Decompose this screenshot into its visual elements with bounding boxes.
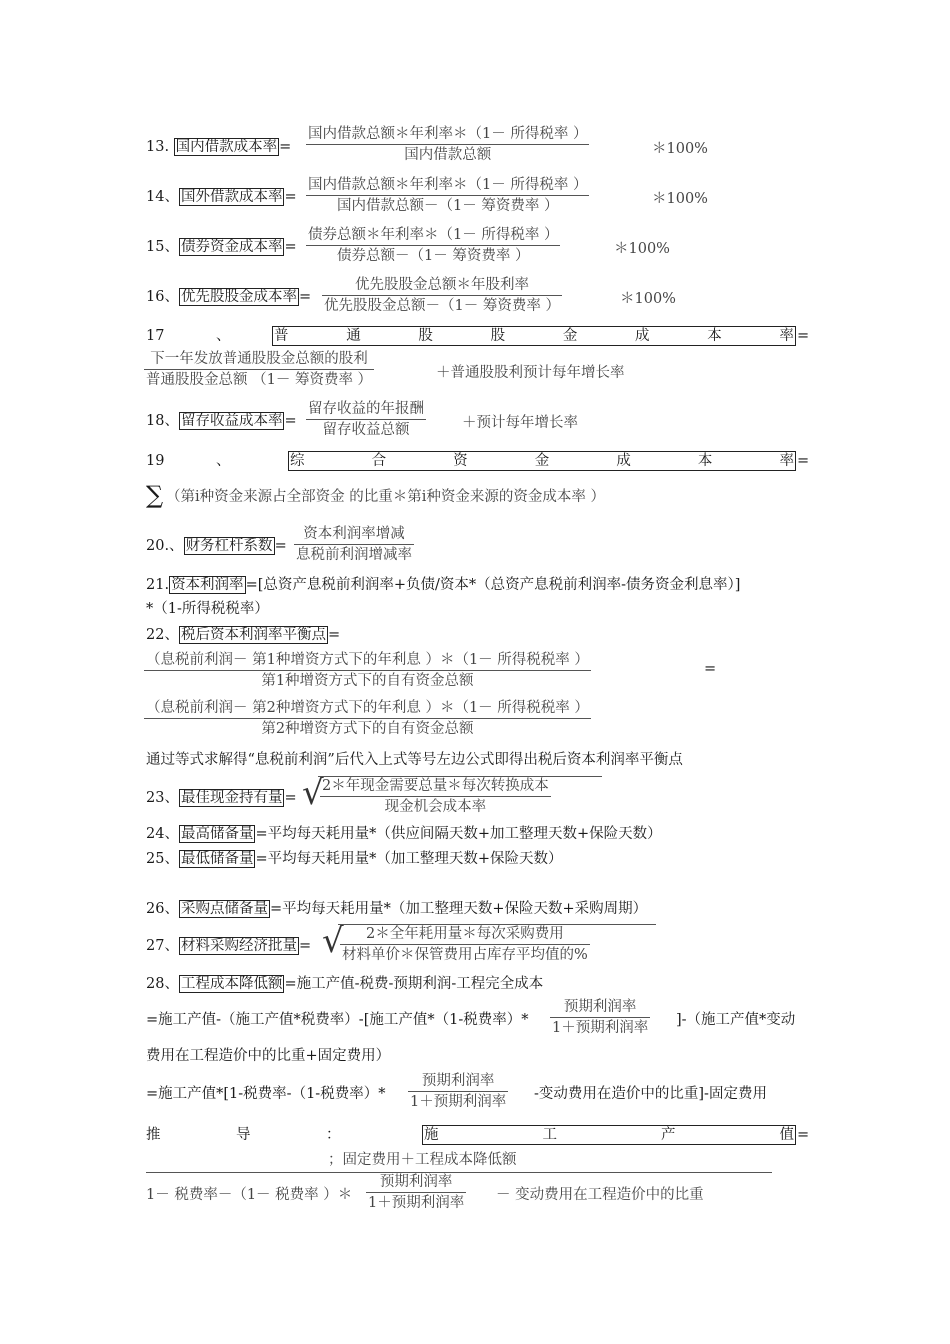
fraction	[322, 277, 562, 315]
item-number: 25、	[146, 851, 179, 867]
expansion-line-3b: -变动费用在造价中的比重]-固定费用	[534, 1086, 767, 1102]
multiplier: ＊100%	[652, 191, 708, 207]
label-char: 综	[290, 453, 305, 469]
label-char: 资	[453, 453, 468, 469]
item-number: 14、	[146, 189, 179, 205]
denominator: 1＋预期利润率	[368, 1195, 465, 1211]
equals-sign: =	[797, 328, 810, 344]
label-char: 率	[779, 328, 794, 344]
expansion-line-1b: ]-（施工产值*变动	[676, 1012, 796, 1028]
term-label: 最高储备量	[180, 826, 254, 842]
big-denominator-b: － 变动费用在工程造价中的比重	[496, 1187, 704, 1203]
fraction	[340, 926, 590, 964]
equals-sign: =	[704, 661, 717, 677]
numerator: 国内借款总额＊年利率＊（1－ 所得税率 ）	[306, 126, 589, 145]
term-label: 留存收益成本率	[180, 413, 283, 429]
radical-bar	[318, 776, 602, 777]
item-number: 18、	[146, 413, 179, 429]
fraction	[306, 227, 560, 265]
item-22	[146, 626, 340, 644]
big-numerator: ；固定费用＋工程成本降低额	[328, 1152, 517, 1168]
derive-label-2: 导	[236, 1127, 251, 1143]
item-number: 26、	[146, 901, 179, 917]
numerator: 留存收益的年报酬	[306, 401, 426, 420]
label-char: 工	[542, 1127, 557, 1143]
item-number: 13.	[146, 139, 170, 155]
numerator: 预期利润率	[550, 999, 650, 1018]
item-number: 16、	[146, 289, 179, 305]
item-number: 17	[146, 328, 165, 344]
label-char: 金	[562, 328, 578, 344]
item-13	[146, 138, 291, 156]
denominator: 1＋预期利润率	[410, 1094, 507, 1110]
item-25	[146, 850, 563, 868]
label-char: 普	[274, 328, 289, 344]
fraction	[366, 1174, 466, 1212]
denominator: 息税前利润增减率	[296, 547, 412, 563]
item-number: 20.、	[146, 538, 184, 554]
fraction	[306, 177, 589, 215]
expansion-line-2: 费用在工程造价中的比重+固定费用）	[146, 1048, 391, 1064]
item-24	[146, 825, 662, 843]
formula-text-continued: *（1-所得税税率）	[146, 601, 269, 617]
denominator: 普通股股金总额 （1－ 筹资费率 ）	[146, 372, 373, 388]
numerator: 债券总额＊年利率＊（1－ 所得税率 ）	[306, 227, 560, 246]
term-label	[272, 326, 796, 346]
term-label: 国内借款成本率	[175, 139, 278, 155]
label-char: 本	[707, 328, 722, 344]
item-number: 21.	[146, 577, 170, 593]
equals-sign: =	[298, 938, 312, 954]
equals-sign: =	[797, 1127, 810, 1143]
item-26	[146, 900, 647, 918]
denominator: 材料单价＊保管费用占库存平均值的%	[342, 947, 588, 963]
formula-text: =平均每天耗用量*（供应间隔天数+加工整理天数+保险天数）	[255, 826, 662, 842]
item-number: 19	[146, 453, 165, 469]
label-char: 值	[779, 1127, 794, 1143]
item-23	[146, 789, 297, 807]
item-16	[146, 288, 311, 306]
sqrt-icon: √	[302, 773, 324, 813]
derive-label-3: ：	[326, 1127, 341, 1143]
numerator: 预期利润率	[366, 1174, 466, 1193]
big-fraction-bar	[146, 1172, 772, 1173]
equals-sign: =	[274, 538, 287, 554]
item-number: 22、	[146, 627, 179, 643]
term-label: 资本利润率	[171, 577, 244, 593]
fraction	[294, 526, 414, 564]
explanation-note: 通过等式求解得“息税前利润”后代入上式等号左边公式即得出税后资本利润率平衡点	[146, 752, 683, 768]
denominator: 第1种增资方式下的自有资金总额	[261, 673, 474, 689]
fraction-second-method	[144, 700, 591, 738]
separator: 、	[216, 328, 231, 344]
denominator: 国内借款总额	[404, 147, 492, 163]
denominator: 留存收益总额	[322, 422, 410, 438]
term-label	[422, 1125, 796, 1145]
expansion-line-1a: =施工产值-（施工产值*税费率）-[施工产值*（1-税费率）*	[146, 1012, 529, 1028]
fraction	[306, 126, 589, 164]
label-char: 成	[616, 453, 631, 469]
sqrt-icon: √	[322, 921, 344, 961]
label-char: 金	[534, 453, 550, 469]
equals-sign: =	[284, 790, 297, 806]
radical-bar	[338, 924, 656, 925]
equals-sign: =	[284, 413, 297, 429]
fraction	[306, 401, 426, 439]
equals-sign: =	[279, 139, 292, 155]
term-label: 最低储备量	[180, 851, 254, 867]
fraction	[144, 351, 374, 389]
item-number: 27、	[146, 938, 179, 954]
denominator: 1＋预期利润率	[552, 1020, 649, 1036]
term-label: 采购点储备量	[180, 901, 268, 917]
label-char: 成	[635, 328, 650, 344]
term-label: 财务杠杆系数	[185, 538, 273, 554]
term-label: 税后资本利润率平衡点	[180, 627, 326, 643]
term-label: 最佳现金持有量	[180, 790, 283, 806]
denominator: 债券总额－（1－ 筹资费率 ）	[337, 248, 530, 264]
numerator: 优先股股金总额＊年股利率	[322, 277, 562, 296]
summation-expression: （第i种资金来源占全部资金 的比重＊第i种资金来源的资金成本率 ）	[166, 489, 605, 505]
equals-sign: =	[284, 239, 297, 255]
denominator: 优先股股金总额－（1－ 筹资费率 ）	[324, 298, 560, 314]
item-15	[146, 238, 297, 256]
formula-text: =平均每天耗用量*（加工整理天数+保险天数+采购周期）	[269, 901, 648, 917]
label-char: 通	[346, 328, 361, 344]
multiplier: ＊100%	[614, 241, 670, 257]
numerator: 资本利润率增减	[294, 526, 414, 545]
item-number: 24、	[146, 826, 179, 842]
term-label: 债券资金成本率	[180, 239, 283, 255]
item-number: 23、	[146, 790, 179, 806]
numerator: 预期利润率	[408, 1073, 508, 1092]
formula-text: =[总资产息税前利润率+负债/资本*（总资产息税前利润率-债务资金利息率）]	[245, 577, 741, 593]
numerator: 国内借款总额＊年利率＊（1－ 所得税率 ）	[306, 177, 589, 196]
item-number: 15、	[146, 239, 179, 255]
fraction-first-method	[144, 652, 591, 690]
denominator: 第2种增资方式下的自有资金总额	[261, 721, 474, 737]
denominator: 现金机会成本率	[384, 799, 487, 815]
denominator: 国内借款总额－（1－ 筹资费率 ）	[337, 198, 559, 214]
equals-sign: =	[284, 189, 297, 205]
big-denominator-a: 1－ 税费率－（1－ 税费率 ）＊	[146, 1187, 353, 1203]
numerator: 2＊年现金需要总量＊每次转换成本	[320, 778, 551, 797]
numerator: （息税前利润－ 第1种增资方式下的年利息 ）＊（1－ 所得税税率 ）	[144, 652, 591, 671]
item-27	[146, 937, 311, 955]
fraction	[320, 778, 551, 816]
equals-sign: =	[327, 627, 341, 643]
term-label: 材料采购经济批量	[180, 938, 297, 954]
formula-text: =施工产值-税费-预期利润-工程完全成本	[284, 976, 544, 992]
fraction	[550, 999, 650, 1037]
item-21	[146, 576, 740, 594]
item-28	[146, 975, 543, 993]
item-number: 28、	[146, 976, 179, 992]
numerator: 2＊全年耗用量＊每次采购费用	[340, 926, 590, 945]
label-char: 施	[424, 1127, 439, 1143]
derive-label-1: 推	[146, 1127, 161, 1143]
formula-text: =平均每天耗用量*（加工整理天数+保险天数）	[255, 851, 563, 867]
sigma-icon: ∑	[146, 481, 164, 509]
item-18	[146, 412, 297, 430]
label-char: 股	[490, 328, 506, 344]
term-label: 优先股股金成本率	[180, 289, 297, 305]
growth-term: ＋预计每年增长率	[462, 415, 578, 431]
label-char: 本	[697, 453, 713, 469]
equals-sign: =	[298, 289, 312, 305]
multiplier: ＊100%	[620, 291, 676, 307]
label-char: 率	[779, 453, 794, 469]
term-label: 国外借款成本率	[180, 189, 283, 205]
fraction	[408, 1073, 508, 1111]
separator: 、	[216, 453, 231, 469]
numerator: 下一年发放普通股股金总额的股利	[144, 351, 374, 370]
label-char: 合	[371, 453, 387, 469]
expansion-line-3a: =施工产值*[1-税费率-（1-税费率）*	[146, 1086, 386, 1102]
term-label: 工程成本降低额	[180, 976, 283, 992]
term-label	[288, 451, 796, 471]
item-14	[146, 188, 297, 206]
label-char: 股	[418, 328, 433, 344]
growth-term: ＋普通股股利预计每年增长率	[436, 365, 625, 381]
item-20	[146, 537, 287, 555]
multiplier: ＊100%	[652, 141, 708, 157]
equals-sign: =	[797, 453, 810, 469]
label-char: 产	[661, 1127, 676, 1143]
numerator: （息税前利润－ 第2种增资方式下的年利息 ）＊（1－ 所得税税率 ）	[144, 700, 591, 719]
